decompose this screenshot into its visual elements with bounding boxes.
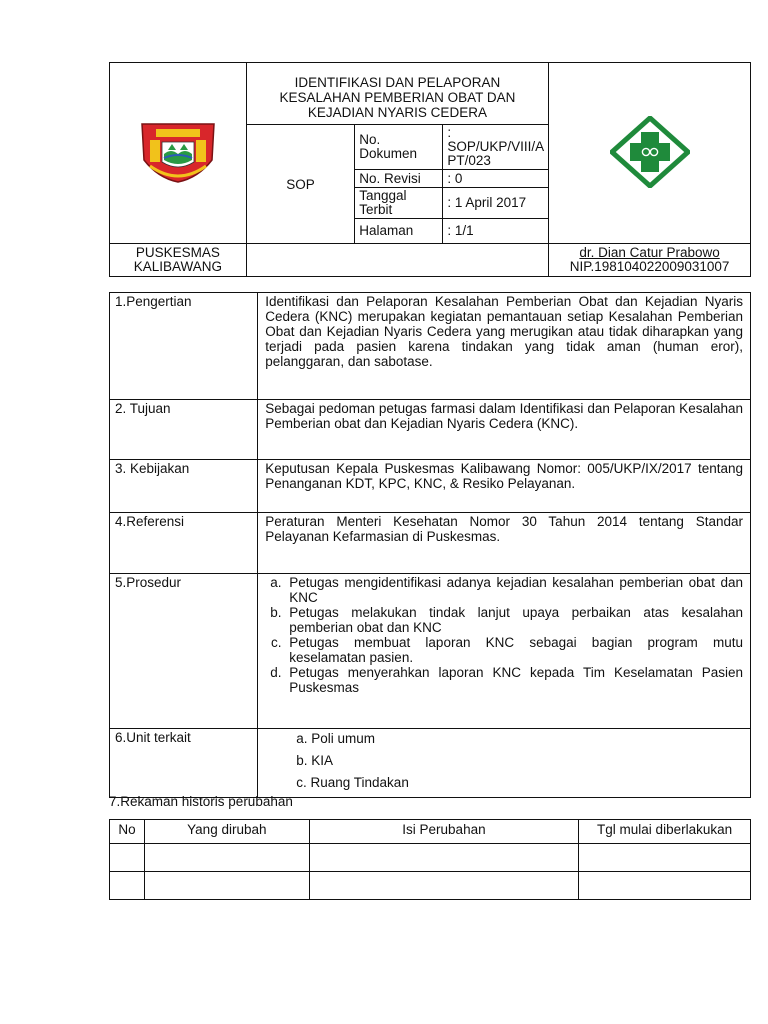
doc-number-value: [443, 125, 548, 170]
kebijakan-text: Keputusan Kepala Puskesmas Kalibawang Nomor: 005/UKP/IX/2017 tentang Penanganan KDT, KPC, KNC, & Resiko Pelayanan.: [258, 460, 751, 513]
prosedur-step-d: d. Petugas menyerahkan laporan KNC kepada Tim Keselamatan Pasien Puskesmas: [285, 665, 743, 695]
history-col-yang-dirubah: Yang dirubah: [144, 820, 309, 844]
puskesmas-logo-icon: [610, 116, 690, 188]
signature-blank: [246, 244, 548, 277]
revision-label: No. Revisi: [355, 170, 443, 188]
referensi-label: 4.Referensi: [110, 513, 258, 574]
title-line-2: KESALAHAN PEMBERIAN OBAT DAN: [279, 90, 516, 105]
title-line-1: IDENTIFIKASI DAN PELAPORAN: [294, 75, 501, 90]
history-cell: [144, 872, 309, 900]
referensi-text: Peraturan Menteri Kesehatan Nomor 30 Tahun 2014 tentang Standar Pelayanan Kefarmasian di Puskesmas.: [258, 513, 751, 574]
history-cell: [309, 872, 579, 900]
prosedur-step-c: c. Petugas membuat laporan KNC sebagai bagian program mutu keselamatan pasien.: [285, 635, 743, 665]
right-logo-cell: [549, 63, 751, 244]
issue-date-value: : 1 April 2017: [443, 188, 548, 219]
history-col-no: No: [110, 820, 145, 844]
pengertian-label: 1.Pengertian: [110, 293, 258, 400]
tujuan-text: Sebagai pedoman petugas farmasi dalam Identifikasi dan Pelaporan Kesalahan Pemberian obat dan Kejadian Nyaris Cedera (KNC).: [258, 400, 751, 460]
issue-date-label: Tanggal Terbit: [355, 188, 443, 219]
organization-line-2: KALIBAWANG: [133, 259, 222, 274]
pengertian-text: Identifikasi dan Pelaporan Kesalahan Pemberian Obat dan Kejadian Nyaris Cedera (KNC) merupakan kegiatan pemantauan setiap Kesalahan Pemberian Obat dan Kejadian Nyaris Cedera yang merugikan atau tidak diharapkan yang terjadi pada pasien karena tindakan yang tidak aman (human eror), pelanggaran, dan sabotase.: [258, 293, 751, 400]
sop-content-table: [109, 292, 751, 798]
history-col-tgl-mulai: Tgl mulai diberlakukan: [579, 820, 751, 844]
prosedur-step-b: b. Petugas melakukan tindak lanjut upaya perbaikan atas kesalahan pemberian obat dan KNC: [285, 605, 743, 635]
history-cell: [110, 844, 145, 872]
left-logo-cell: [110, 63, 247, 244]
unit-item-ruang-tindakan: c. Ruang Tindakan: [296, 775, 409, 790]
document-title: [246, 63, 548, 125]
history-cell: [110, 872, 145, 900]
doc-number-value-line-1: :: [447, 125, 452, 140]
page-label: Halaman: [355, 219, 443, 244]
table-row: [110, 872, 751, 900]
history-table: [109, 819, 751, 900]
history-header-row: [110, 820, 751, 844]
kebijakan-label: 3. Kebijakan: [110, 460, 258, 513]
kabupaten-emblem-icon: [138, 120, 218, 184]
document-meta: [355, 125, 549, 244]
doc-number-value-line-3: PT/023: [447, 153, 491, 168]
table-row: [110, 844, 751, 872]
prosedur-steps: [258, 574, 751, 729]
history-cell: [579, 844, 751, 872]
history-col-isi-perubahan: Isi Perubahan: [309, 820, 579, 844]
unit-terkait-items: [258, 729, 751, 798]
unit-terkait-label: 6.Unit terkait: [110, 729, 258, 798]
meta-table: [355, 125, 548, 243]
signatory-nip: NIP.198104022009031007: [569, 259, 730, 274]
tujuan-label: 2. Tujuan: [110, 400, 258, 460]
signatory-name: dr. Dian Catur Prabowo: [579, 245, 720, 260]
sop-header-table: [109, 62, 751, 277]
title-line-3: KEJADIAN NYARIS CEDERA: [307, 105, 487, 120]
history-cell: [144, 844, 309, 872]
history-title: 7.Rekaman historis perubahan: [109, 794, 293, 809]
doc-number-label: No. Dokumen: [355, 125, 443, 170]
prosedur-label: 5.Prosedur: [110, 574, 258, 729]
doc-number-value-line-2: SOP/UKP/VIII/A: [447, 139, 545, 154]
signatory: [549, 244, 751, 277]
organization-name: [110, 244, 247, 277]
unit-list: [258, 731, 750, 791]
prosedur-list: [265, 575, 743, 695]
revision-value: : 0: [443, 170, 548, 188]
page-value: : 1/1: [447, 223, 474, 238]
unit-item-poli-umum: a. Poli umum: [296, 731, 376, 746]
unit-item-kia: b. KIA: [296, 753, 334, 768]
history-cell: [579, 872, 751, 900]
history-cell: [309, 844, 579, 872]
prosedur-step-a: a. Petugas mengidentifikasi adanya kejadian kesalahan pemberian obat dan KNC: [285, 575, 743, 605]
sop-label: SOP: [246, 125, 355, 244]
organization-line-1: PUSKESMAS: [135, 245, 220, 260]
